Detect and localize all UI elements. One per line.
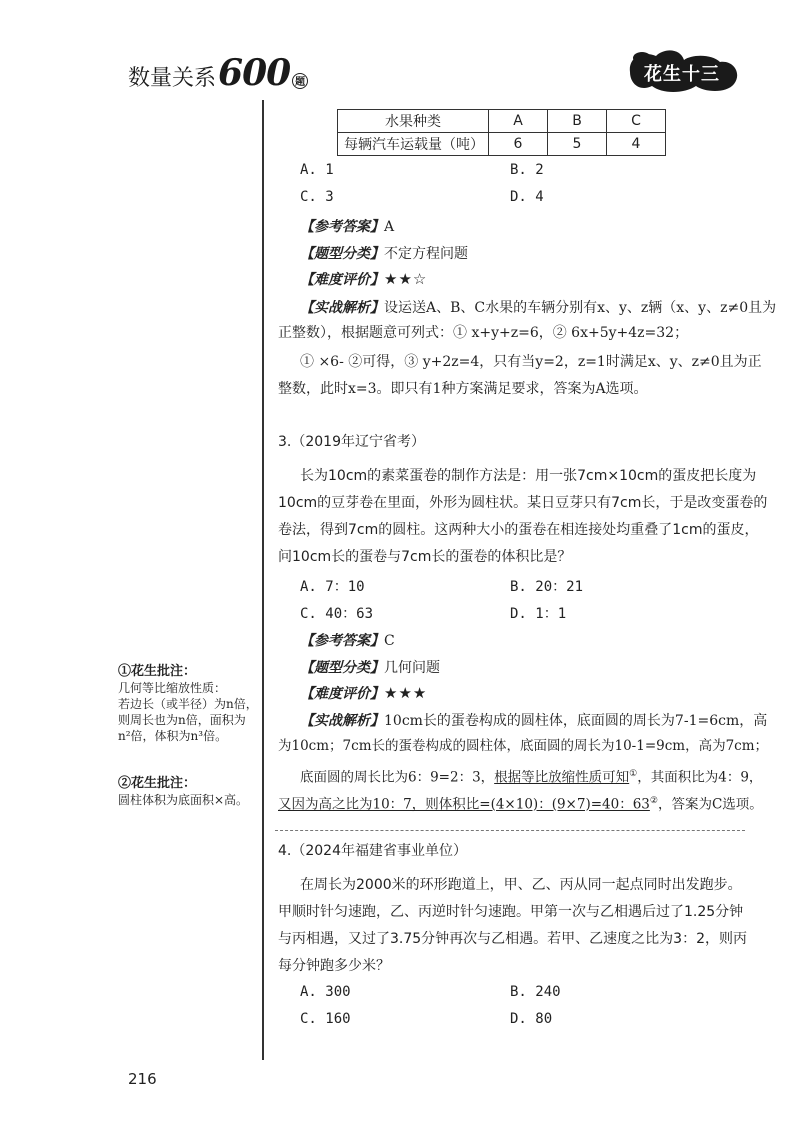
- answer-value: C: [384, 633, 395, 649]
- analysis-text: 根据等比放缩性质可知: [494, 769, 630, 786]
- table-cell: 6: [489, 133, 548, 156]
- table-cell: 4: [607, 133, 666, 156]
- analysis-line: [278, 791, 763, 815]
- analysis-line: [300, 764, 762, 788]
- difficulty-line: [300, 269, 427, 289]
- difficulty-label: 【难度评价】: [300, 686, 384, 702]
- answer-line: [300, 216, 394, 236]
- fruit-table: [337, 109, 666, 156]
- difficulty-stars: ★★★: [384, 684, 428, 702]
- option-d: D. 1：1: [510, 606, 567, 622]
- option-c: C. 40：63: [300, 606, 374, 622]
- book-title-number: 600: [218, 52, 291, 94]
- option-b: B. 240: [510, 984, 561, 1000]
- question-header: 4.（2024年福建省事业单位）: [278, 843, 467, 859]
- analysis-text: 正整数），根据题意可列式：① x+y+z=6，② 6x+5y+4z=32；: [278, 325, 689, 341]
- footnote-ref-1: ①: [629, 769, 638, 779]
- analysis-text: 设运送A、B、C水果的车辆分别有x、y、z辆（x、y、z≠0且为: [384, 300, 777, 316]
- option-a: A. 1: [300, 162, 334, 178]
- question-stem: 与丙相遇，又过了3.75分钟再次与乙相遇。若甲、乙速度之比为3：2，则丙: [278, 931, 747, 947]
- type-value: 几何问题: [384, 660, 440, 676]
- question-stem: 每分钟跑多少米？: [278, 958, 390, 974]
- table-cell: 每辆汽车运载量（吨）: [338, 133, 489, 156]
- page-number: 216: [128, 1070, 157, 1088]
- footnote-ref-2: ②: [649, 796, 658, 806]
- note-line: 若边长（或半径）为n倍，: [118, 697, 258, 711]
- table-cell: A: [489, 110, 548, 133]
- analysis-text: 又因为高之比为10：7，则体积比=(4×10)：(9×7)=40：63: [278, 796, 650, 813]
- answer-value: A: [384, 219, 395, 235]
- question-stem: 在周长为2000米的环形跑道上，甲、乙、丙从同一起点同时出发跑步。: [300, 877, 742, 893]
- book-title-text: 数量关系: [128, 66, 217, 91]
- note-line: n²倍，体积为n³倍。: [118, 729, 228, 743]
- table-row: [338, 110, 666, 133]
- type-line: [300, 657, 440, 677]
- type-label: 【题型分类】: [300, 660, 384, 676]
- question-stem: 问10cm长的蛋卷与7cm长的蛋卷的体积比是？: [278, 549, 572, 565]
- type-value: 不定方程问题: [384, 246, 468, 262]
- book-title: [128, 52, 308, 94]
- table-cell: C: [607, 110, 666, 133]
- type-line: [300, 243, 468, 263]
- analysis-text: ① ×6- ②可得，③ y+2z=4，只有当y=2，z=1时满足x、y、z≠0且为正: [300, 354, 762, 370]
- analysis-text: 为10cm；7cm长的蛋卷构成的圆柱体，底面圆的周长为10-1=9cm，高为7cm；: [278, 738, 769, 754]
- question-stem: 长为10cm的素菜蛋卷的制作方法是：用一张7cm×10cm的蛋皮把长度为: [300, 468, 757, 484]
- question-stem: 甲顺时针匀速跑，乙、丙逆时针匀速跑。甲第一次与乙相遇后过了1.25分钟: [278, 904, 744, 920]
- note-title: ②花生批注：: [118, 776, 197, 791]
- answer-label: 【参考答案】: [300, 633, 384, 649]
- analysis-line: [300, 710, 767, 730]
- analysis-text: ，其面积比为4：9，: [637, 769, 763, 786]
- option-d: D. 80: [510, 1011, 553, 1027]
- option-a: A. 7：10: [300, 579, 365, 595]
- vertical-divider: [262, 100, 264, 1060]
- table-cell: B: [548, 110, 607, 133]
- sidebar-note-1: [118, 664, 258, 744]
- type-label: 【题型分类】: [300, 246, 384, 262]
- analysis-label: 【实战解析】: [300, 713, 384, 729]
- option-b: B. 2: [510, 162, 544, 178]
- sidebar-note-2: [118, 776, 248, 808]
- analysis-line: [300, 297, 776, 317]
- question-stem: 卷法，得到7cm的圆柱。这两种大小的蛋卷在相连接处均重叠了1cm的蛋皮，: [278, 522, 759, 538]
- difficulty-label: 【难度评价】: [300, 272, 384, 288]
- analysis-text: 底面圆的周长比为6：9=2：3，: [300, 769, 495, 786]
- table-row: [338, 133, 666, 156]
- note-line: 圆柱体积为底面积×高。: [118, 793, 249, 807]
- table-cell: 5: [548, 133, 607, 156]
- peanut-logo: [622, 46, 746, 96]
- note-line: 则周长也为n倍，面积为: [118, 713, 246, 727]
- answer-line: [300, 630, 395, 650]
- note-title: ①花生批注：: [118, 664, 197, 679]
- question-stem: 10cm的豆芽卷在里面，外形为圆柱状。某日豆芽只有7cm长，于是改变蛋卷的: [278, 495, 768, 511]
- option-a: A. 300: [300, 984, 351, 1000]
- book-title-suffix: 题: [292, 73, 308, 89]
- analysis-label: 【实战解析】: [300, 300, 384, 316]
- option-b: B. 20：21: [510, 579, 584, 595]
- difficulty-line: [300, 683, 427, 703]
- difficulty-stars: ★★☆: [384, 270, 428, 288]
- table-cell: 水果种类: [338, 110, 489, 133]
- answer-label: 【参考答案】: [300, 219, 384, 235]
- analysis-text: ，答案为C选项。: [657, 796, 763, 813]
- note-line: 几何等比缩放性质：: [118, 681, 227, 695]
- analysis-text: 10cm长的蛋卷构成的圆柱体，底面圆的周长为7-1=6cm，高: [384, 713, 768, 729]
- question-header: 3.（2019年辽宁省考）: [278, 434, 425, 450]
- option-d: D. 4: [510, 189, 544, 205]
- option-c: C. 3: [300, 189, 334, 205]
- logo-text: 花生十三: [644, 64, 720, 85]
- option-c: C. 160: [300, 1011, 351, 1027]
- analysis-text: 整数，此时x=3。即只有1种方案满足要求，答案为A选项。: [278, 381, 648, 397]
- section-separator: [275, 830, 745, 831]
